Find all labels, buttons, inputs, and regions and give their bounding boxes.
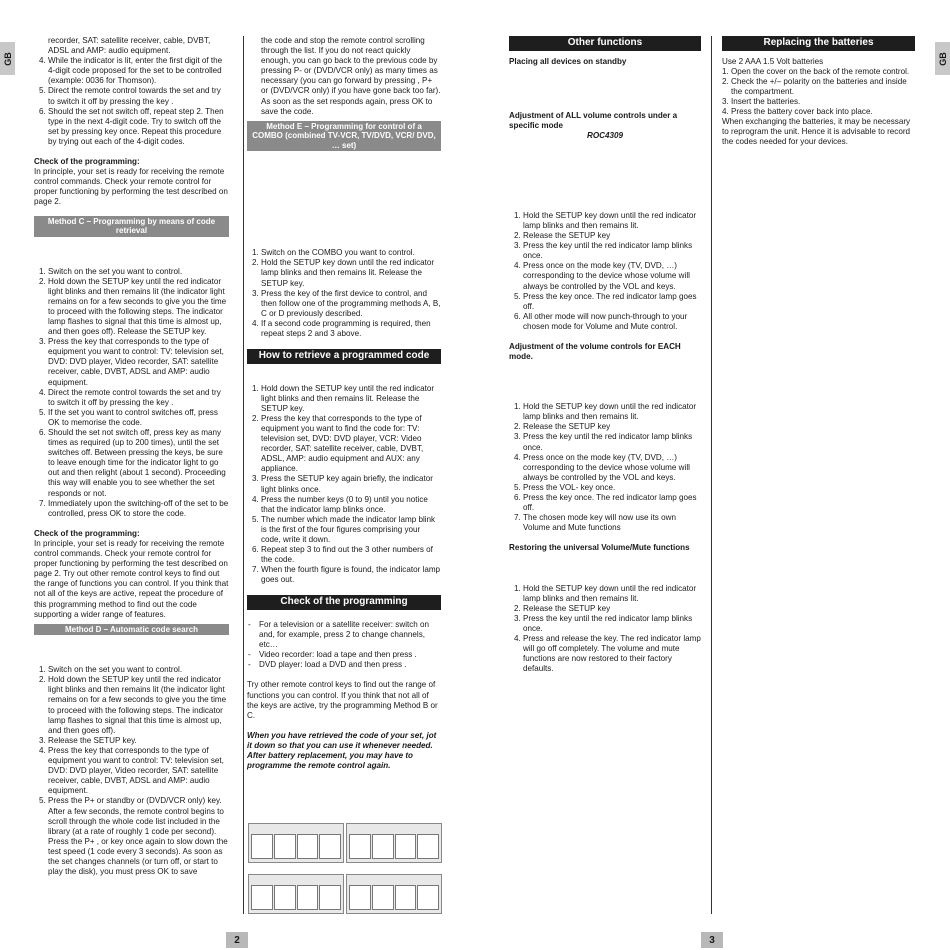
list-item: 3. Press the key until the red indicator lamp blinks once. [523,241,701,261]
check-text: Try other remote control keys to find out the range of functions you can control. If you think that not all of the keys are active, try the programming Method B or C. [247,680,438,720]
column-divider [711,36,712,914]
check-title: Check of the programming: [34,157,140,167]
list-item: 5. Press the VOL- key once. [523,483,701,493]
list-item: 6. Press the key once. The red indicator lamp goes off. [523,493,701,513]
list-item: 2. Hold down the SETUP key until the red indicator light blinks and then remains lit (the indicator light remains on for a few seconds to give you the time to proceed with the following steps. The indicator lamp flashes to signal that this time is almost up, and then goes off). Release the SETUP key. [48,277,229,338]
list-item: - DVD player: load a DVD and then press . [259,660,441,670]
list-item: 1. Switch on the COMBO you want to control. [261,248,441,258]
list-item: 4. Press once on the mode key (TV, DVD, …) corresponding to the device whose volume will always be controlled by the VOL and keys. [523,453,701,483]
retrieve-code-header: How to retrieve a programmed code [247,349,441,364]
list-item: 7. The chosen mode key will now use its own Volume and Mute functions [523,513,701,533]
code-box [346,823,442,863]
batteries-outro: When exchanging the batteries, it may be necessary to reprogram the unit. Hence it is advisable to record the codes needed for your devices. [722,117,911,147]
battery-step: 1. Open the cover on the back of the remote control. [722,66,910,76]
list-item: 4. Direct the remote control towards the set and try to switch it off by pressing the key . [48,388,229,408]
check-text: In principle, your set is ready for receiving the remote control commands. Check your remote control for proper functioning by performing the test described on page 2. Try out other remote control keys to find out the range of functions you can control. If you think that not all of the keys are active, repeat the procedure of this programming method to find out the code supporting a wider range of features. [34,538,229,619]
page-number-left: 2 [226,932,248,948]
list-item: 2. Release the SETUP key [523,422,701,432]
list-item: 3. Press the key of the first device to control, and then follow one of the programming methods A, B, C or D previously described. [261,289,441,319]
list-item: 6. Should the set not switch off, press key as many times as required (up to 200 times), until the set switches off. Between pressing the keys, be sure to leave enough time for the indicator light to go out and then relight (about 1 second). Proceeding this way will enable you to see whether the set responds or not. [48,428,229,499]
list-item: 4. Press the number keys (0 to 9) until you notice that the indicator lamp blinks once. [261,495,441,515]
list-item: 1. Hold the SETUP key down until the red indicator lamp blinks and then remains lit. [523,211,701,231]
check-title: Check of the programming: [34,528,140,538]
column-divider [243,36,244,914]
cont-text: the code and stop the remote control scrolling through the list. If you do not react quickly enough, you can go back to the previous code by pressing P- or (DVD/VCR only) as many times as necessary (you can go forward by pressing , P+ or (DVD/VCR only) if you have gone back too far). As soon as the set responds again, press OK to save the code. [261,36,441,116]
list-item: 2. Release the SETUP key [523,231,701,241]
list-item: 5. Press the key once. The red indicator lamp goes off. [523,292,701,312]
language-tab-left: GB [0,42,15,75]
list-item: 1. Switch on the set you want to control. [48,267,229,277]
check-programming-header: Check of the programming [247,595,441,610]
check-text: In principle, your set is ready for receiving the remote control commands. Check your remote control for proper functioning by performing the test described on page 2. [34,167,228,207]
list-item: 5. Direct the remote control towards the set and try to switch it off by pressing the key . [48,86,229,106]
list-item: 4. Press and release the key. The red indicator lamp will go off completely. The volume and mute functions are now restored to their factory defaults. [523,634,701,674]
replacing-batteries-header: Replacing the batteries [722,36,915,51]
model-number: ROC4309 [587,130,623,140]
list-item: 2. Press the key that corresponds to the type of equipment you want to find the code for: TV: television set, DVD: DVD player, VCR: Video recorder, SAT: satellite receiver, cable, DVBT, ADSL, AMP: audio equipment and AUX: any appliance. [261,414,441,475]
list-item: 1. Hold the SETUP key down until the red indicator lamp blinks and then remains lit. [523,584,701,604]
list-item: 3. Press the key that corresponds to the type of equipment you want to control: TV: television set, DVD: DVD player, Video recorder, SAT: satellite receiver, cable, DVBT, ADSL and AMP: audio equipment. [48,337,229,387]
code-box [248,874,344,914]
column-1 [34,36,229,877]
battery-step: 4. Press the battery cover back into place. [722,106,873,116]
list-item: 7. When the fourth figure is found, the indicator lamp goes out. [261,565,441,585]
page-number-right: 3 [701,932,723,948]
list-item: 5. If the set you want to control switches off, press OK to memorise the code. [48,408,229,428]
list-item: 4. If a second code programming is required, then repeat steps 2 and 3 above. [261,319,441,339]
list-item: 7. Immediately upon the switching-off of the set to be controlled, press OK to store the code. [48,499,229,519]
method-c-header: Method C – Programming by means of code retrieval [34,216,229,237]
list-item: 5. Press the P+ or standby or (DVD/VCR only) key. After a few seconds, the remote control begins to scroll through the whole code list included in the library (at a rate of roughly 1 code per second). Press the P+ , or key once again to slow down the test speed (1 code every 3 seconds). As soon as the set changes channels (or turn off, or start to play the disk), you must press OK to save [48,796,229,877]
list-item: 6. Repeat step 3 to find out the 3 other numbers of the code. [261,545,441,565]
column-4 [722,36,915,147]
battery-step: 2. Check the +/– polarity on the batteries and inside the compartment. [722,76,907,96]
code-box [346,874,442,914]
column-2 [247,36,441,771]
list-item: 2. Hold the SETUP key down until the red indicator lamp blinks and then remains lit. Release the SETUP key. [261,258,441,288]
volume-all-title: Adjustment of ALL volume controls under a specific mode [509,110,678,130]
list-item: 4. Press the key that corresponds to the type of equipment you want to control: TV: television set, DVD: DVD player, Video recorder, SAT: satellite receiver, cable, DVBT, ADSL and AMP: audio equipment. [48,746,229,796]
list-item: 1. Hold down the SETUP key until the red indicator light blinks and then remains lit. Release the SETUP key. [261,384,441,414]
note-text: When you have retrieved the code of your set, jot it down so that you can use it whenever needed. After battery replacement, you may have to programme the remote control again. [247,730,437,771]
list-item: 2. Hold down the SETUP key until the red indicator light blinks and then remains lit (the indicator light remains on for a few seconds to give you the time to proceed with the following steps. The indicator lamp flashes to signal that this time is almost up, and then goes off). [48,675,229,736]
other-functions-header: Other functions [509,36,701,51]
list-item: 4. While the indicator is lit, enter the first digit of the 4-digit code proposed for the set to be controlled (example: 0036 for Thomson). [48,56,229,86]
method-e-header: Method E – Programming for control of a COMBO (combined TV-VCR, TV/DVD, VCR/ DVD, … set) [247,121,441,152]
battery-step: 3. Insert the batteries. [722,96,801,106]
list-item: 1. Switch on the set you want to control. [48,665,229,675]
list-item: 2. Release the SETUP key [523,604,701,614]
volume-each-title: Adjustment of the volume controls for EACH mode. [509,342,681,362]
list-item: 6. All other mode will now punch-through to your chosen mode for Volume and Mute control. [523,312,701,332]
method-d-header: Method D – Automatic code search [34,624,229,636]
list-item: 3. Release the SETUP key. [48,736,229,746]
list-item: 1. Hold the SETUP key down until the red indicator lamp blinks and then remains lit. [523,402,701,422]
list-item: - Video recorder: load a tape and then press . [259,650,441,660]
list-item: 3. Press the key until the red indicator lamp blinks once. [523,432,701,452]
code-box [248,823,344,863]
list-item: 3. Press the SETUP key again briefly, the indicator light blinks once. [261,474,441,494]
list-item: 5. The number which made the indicator lamp blink is the first of the four figures comprising your code, write it down. [261,515,441,545]
column-3 [509,36,701,674]
cont-text: recorder, SAT: satellite receiver, cable, DVBT, ADSL and AMP: audio equipment. [48,36,211,56]
list-item: - For a television or a satellite receiver: switch on and, for example, press 2 to change channels, etc… [259,620,441,650]
batteries-intro: Use 2 AAA 1.5 Volt batteries [722,56,824,66]
list-item: 6. Should the set not switch off, repeat step 2. Then type in the next 4-digit code. Try to switch off the set by pressing key once. Repeat this procedure by trying out each of the 4-digit codes. [48,107,229,147]
restore-title: Restoring the universal Volume/Mute functions [509,543,690,553]
list-item: 3. Press the key until the red indicator lamp blinks once. [523,614,701,634]
language-tab-right: GB [935,42,950,75]
standby-title: Placing all devices on standby [509,56,627,66]
list-item: 4. Press once on the mode key (TV, DVD, …) corresponding to the device whose volume will always be controlled by the VOL and keys. [523,261,701,291]
